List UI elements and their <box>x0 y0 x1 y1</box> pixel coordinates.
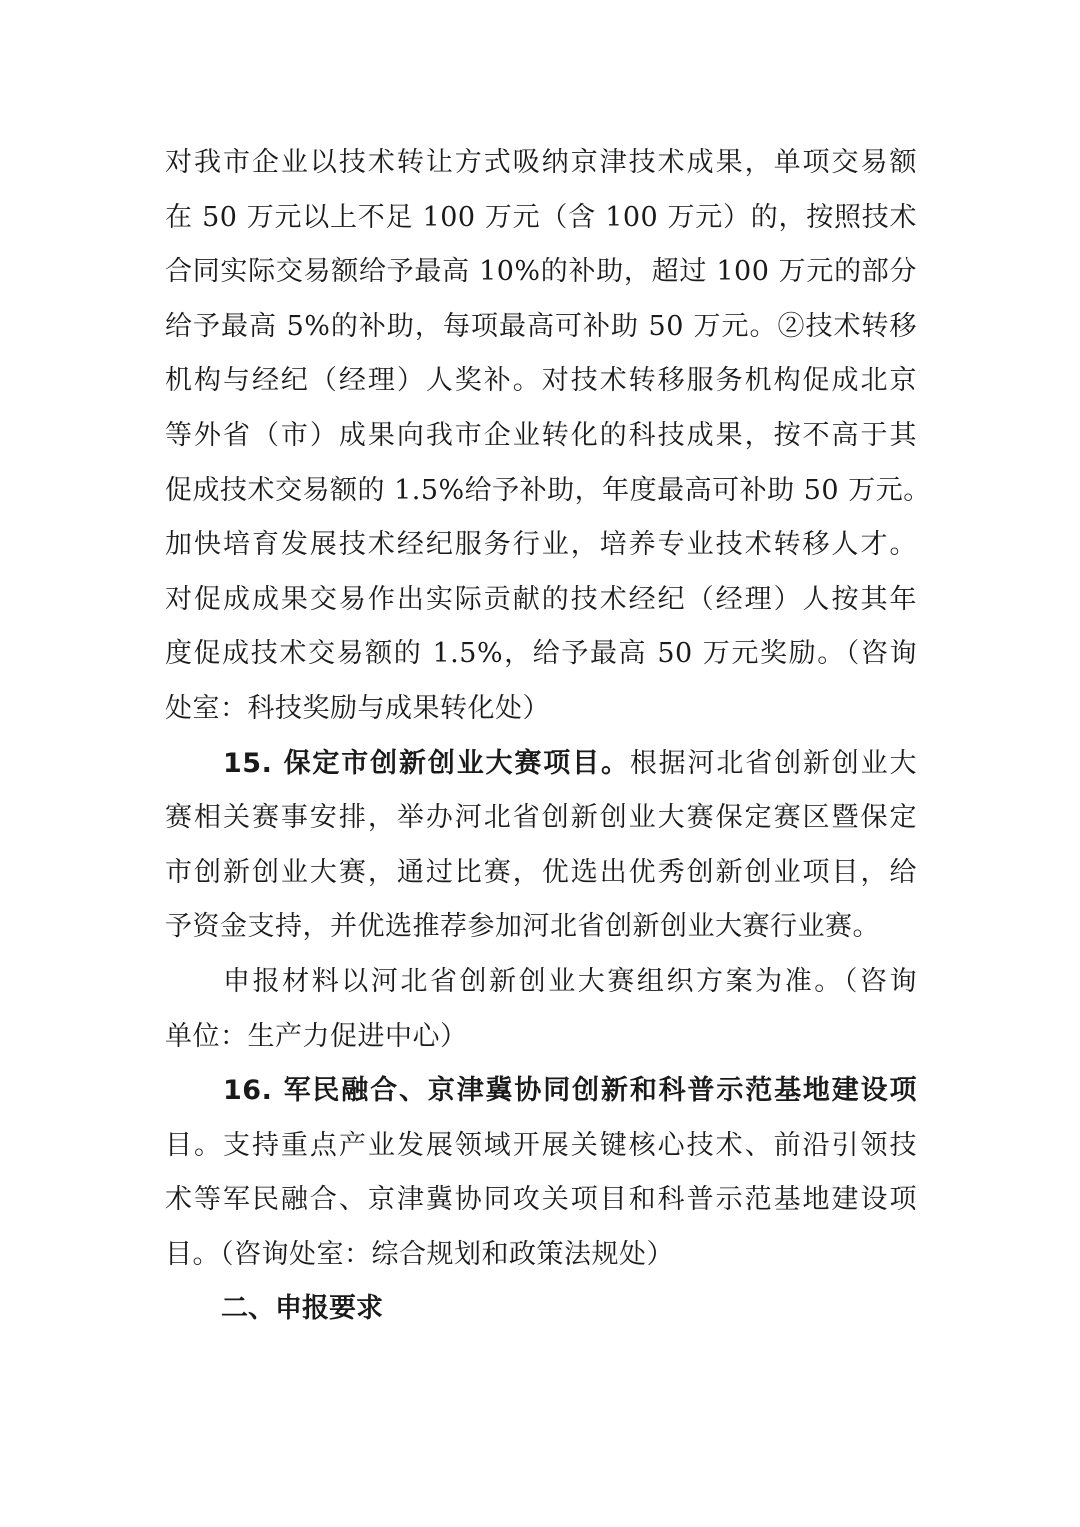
text-line: 促成技术交易额的 1.5%给予补助，年度最高可补助 50 万元。 <box>165 474 931 506</box>
text-line: 加快培育发展技术经纪服务行业，培养专业技术转移人才。 <box>165 529 917 561</box>
text-line: 给予最高 5%的补助，每项最高可补助 50 万元。②技术转移 <box>165 310 917 342</box>
section-heading-application-requirements: 二、申报要求 <box>221 1293 383 1325</box>
item-15-title: 15. 保定市创新创业大赛项目。 <box>223 747 630 779</box>
text-line: 度促成技术交易额的 1.5%，给予最高 50 万元奖励。（咨询 <box>165 638 917 670</box>
paragraph-item-14-continuation <box>165 136 931 737</box>
document-page <box>165 136 931 1337</box>
item-15-first-line <box>165 737 917 792</box>
text-line: 对我市企业以技术转让方式吸纳京津技术成果，单项交易额 <box>165 147 917 178</box>
text-line: 市创新创业大赛，通过比赛，优选出优秀创新创业项目，给 <box>165 856 917 888</box>
text-line: 对促成成果交易作出实际贡献的技术经纪（经理）人按其年 <box>165 583 917 615</box>
text-line: 目。（咨询处室：综合规划和政策法规处） <box>165 1238 674 1270</box>
text-line: 赛相关赛事安排，举办河北省创新创业大赛保定赛区暨保定 <box>165 802 917 834</box>
item-15-text: 根据河北省创新创业大 <box>629 747 918 779</box>
paragraph-item-15 <box>165 737 917 1065</box>
text-line: 术等军民融合、京津冀协同攻关项目和科普示范基地建设项 <box>165 1184 917 1216</box>
text-line: 予资金支持，并优选推荐参加河北省创新创业大赛行业赛。 <box>165 911 880 943</box>
text-line: 目。支持重点产业发展领域开展关键核心技术、前沿引领技 <box>165 1129 917 1161</box>
item-15-note-line: 申报材料以河北省创新创业大赛组织方案为准。（咨询 <box>223 965 917 997</box>
text-line: 处室：科技奖励与成果转化处） <box>165 692 550 724</box>
text-line: 在 50 万元以上不足 100 万元（含 100 万元）的，按照技术 <box>165 201 917 233</box>
text-line: 等外省（市）成果向我市企业转化的科技成果，按不高于其 <box>165 419 917 451</box>
paragraph-item-16 <box>165 1064 917 1282</box>
item-16-title: 16. 军民融合、京津冀协同创新和科普示范基地建设项 <box>223 1075 917 1107</box>
item-15-note-line: 单位：生产力促进中心） <box>165 1020 468 1052</box>
text-line: 合同实际交易额给予最高 10%的补助，超过 100 万元的部分 <box>165 256 917 288</box>
text-line: 机构与经纪（经理）人奖补。对技术转移服务机构促成北京 <box>165 365 917 397</box>
